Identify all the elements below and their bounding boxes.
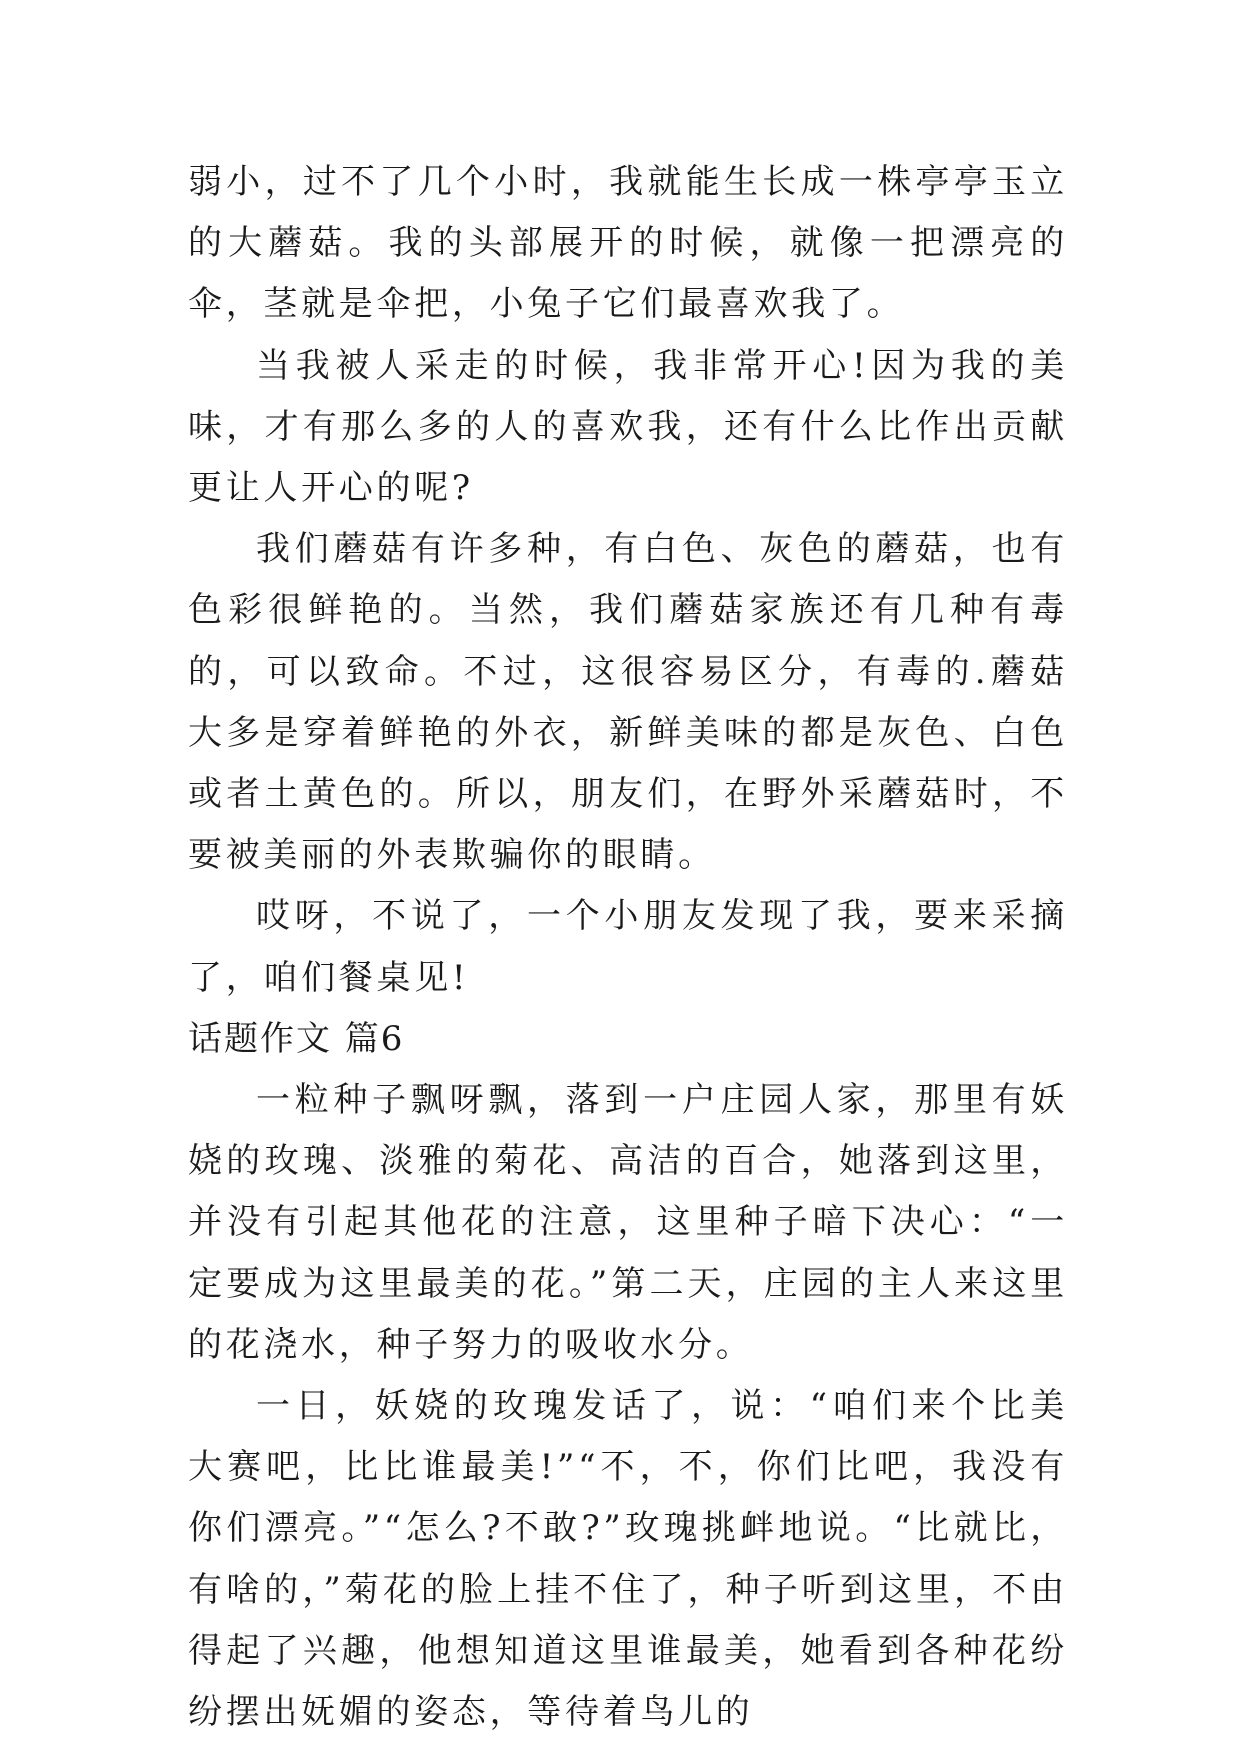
paragraph-2: 当我被人采走的时候，我非常开心!因为我的美味，才有那么多的人的喜欢我，还有什么比作出贡献更让人开心的呢? xyxy=(188,345,1068,509)
section-heading: 话题作文 篇6 xyxy=(188,1018,405,1059)
paragraph-5: 一粒种子飘呀飘，落到一户庄园人家，那里有妖娆的玫瑰、淡雅的菊花、高洁的百合，她落到这里，并没有引起其他花的注意，这里种子暗下决心：“一定要成为这里最美的花。”第二天，庄园的主人来这里的花浇水，种子努力的吸收水分。 xyxy=(188,1080,1068,1365)
paragraph-3: 我们蘑菇有许多种，有白色、灰色的蘑菇，也有色彩很鲜艳的。当然，我们蘑菇家族还有几种有毒的，可以致命。不过，这很容易区分，有毒的.蘑菇大多是穿着鲜艳的外衣，新鲜美味的都是灰色、白色或者土黄色的。所以，朋友们，在野外采蘑菇时，不要被美丽的外表欺骗你的眼睛。 xyxy=(188,529,1068,876)
paragraph-1: 弱小，过不了几个小时，我就能生长成一株亭亭玉立的大蘑菇。我的头部展开的时候，就像一把漂亮的伞，茎就是伞把，小兔子它们最喜欢我了。 xyxy=(188,162,1068,325)
document-body xyxy=(188,152,1068,1743)
paragraph-4: 哎呀，不说了，一个小朋友发现了我，要来采摘了，咱们餐桌见! xyxy=(188,896,1068,998)
paragraph-6: 一日，妖娆的玫瑰发话了，说：“咱们来个比美大赛吧，比比谁最美!”“不，不，你们比吧，我没有你们漂亮。”“怎么?不敢?”玫瑰挑衅地说。“比就比，有啥的，”菊花的脸上挂不住了，种子听到这里，不由得起了兴趣，他想知道这里谁最美，她看到各种花纷纷摆出妩媚的姿态，等待着鸟儿的 xyxy=(188,1386,1068,1733)
